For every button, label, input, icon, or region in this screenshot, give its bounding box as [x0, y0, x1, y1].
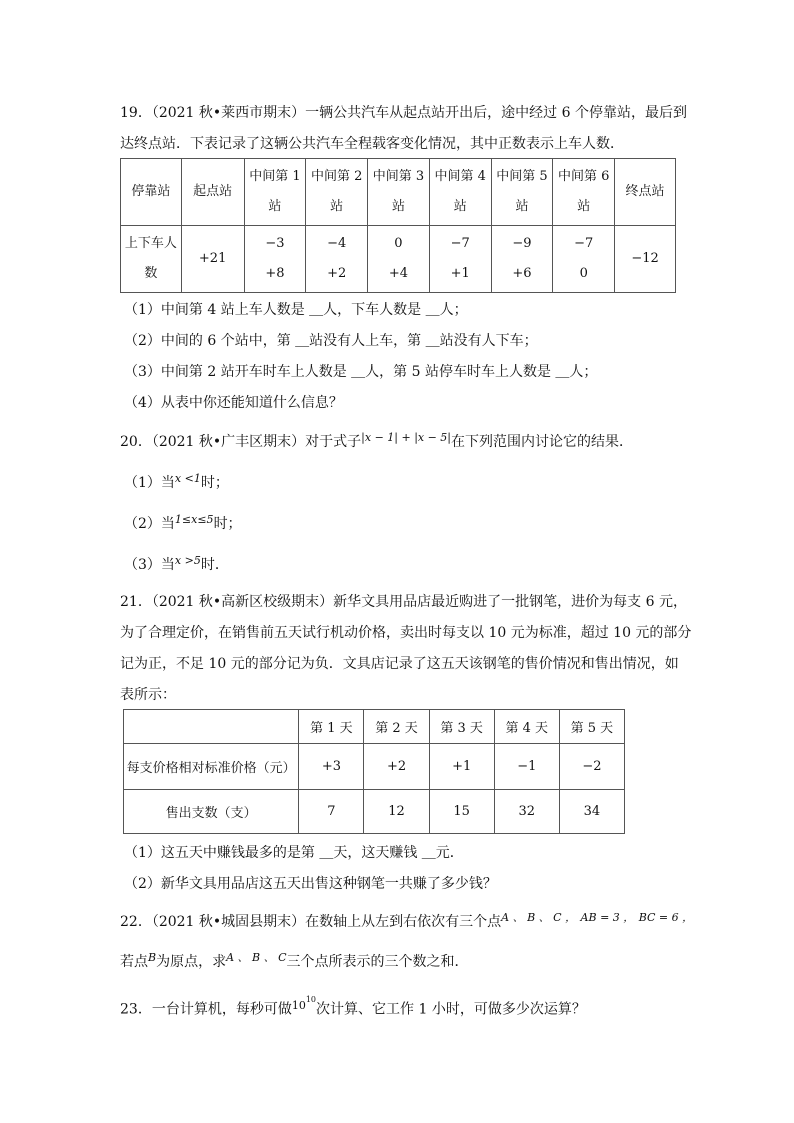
q19-sub3: （3）中间第 2 站开车时车上人数是 ＿人，第 5 站停车时车上人数是 ＿人；: [124, 364, 598, 380]
price-cell: +2: [364, 744, 429, 790]
price-cell: +1: [429, 744, 494, 790]
bus-header-cell: 中间第 1 站: [244, 159, 306, 226]
day-header: 第 2 天: [364, 710, 429, 744]
bus-header-cell: 起点站: [181, 159, 244, 226]
bus-cell: [368, 226, 430, 293]
day-header: 第 5 天: [559, 710, 624, 744]
cell-top: −9: [512, 236, 532, 251]
case-suffix: 时；: [213, 516, 242, 532]
sold-cell: 32: [494, 790, 559, 834]
q22-line1: [120, 912, 693, 933]
q23-text: 次计算、它工作 1 小时，可做多少次运算？: [316, 1001, 586, 1018]
q22-text: 若点: [120, 954, 148, 970]
q19-sub4: （4）从表中你还能知道什么信息？: [124, 395, 343, 411]
bus-cell: [553, 226, 615, 293]
q22-text: 22．（2021 秋•城固县期末）在数轴上从左到右依次有三个点: [120, 914, 502, 930]
point-b: B: [148, 951, 157, 964]
q19-sub2: （2）中间的 6 个站中，第 ＿站没有人上车，第 ＿站没有人下车；: [124, 333, 538, 349]
case-label: （2）当: [124, 516, 175, 532]
bus-cell: [429, 226, 491, 293]
cell-top: −3: [265, 236, 285, 251]
cell-top: −7: [450, 236, 470, 251]
q23-line: [120, 996, 586, 1021]
q22-text: 为原点，求: [156, 954, 227, 970]
case-label: （1）当: [124, 475, 175, 491]
bus-row-label: 上下车人数: [121, 226, 182, 293]
bus-cell: [615, 226, 676, 293]
case-label: （3）当: [124, 557, 175, 573]
case-suffix: 时；: [200, 475, 229, 491]
q23-text: 23．一台计算机，每秒可做: [120, 1001, 292, 1018]
bus-cell: [181, 226, 244, 293]
q19-line1: 19．（2021 秋•莱西市期末）一辆公共汽车从起点站开出后，途中经过 6 个停靠站，最后到: [120, 105, 687, 121]
abs-expression: |x − 1| + |x − 5|: [361, 431, 452, 444]
power-exponent: 10: [305, 995, 317, 1004]
day-header: 第 4 天: [494, 710, 559, 744]
q21-line2: 为了合理定价，在销售前五天试行机动价格，卖出时每支以 10 元为标准，超过 10 元的部分: [120, 625, 692, 641]
q19-sub1: （1）中间第 4 站上车人数是 ＿人，下车人数是 ＿人；: [124, 302, 468, 318]
bus-cell: [244, 226, 306, 293]
cell-top: +21: [198, 251, 227, 266]
bus-header-cell: 中间第 6 站: [553, 159, 615, 226]
q22-text: 三个点所表示的三个数之和．: [286, 954, 469, 970]
cell-bottom: +4: [388, 266, 409, 281]
bus-header-cell: 终点站: [615, 159, 676, 226]
sold-cell: 34: [559, 790, 624, 834]
q21-line4: 表所示：: [120, 687, 176, 703]
cell-bottom: +2: [327, 266, 347, 281]
q21-sub1: （1）这五天中赚钱最多的是第 ＿天，这天赚钱 ＿元．: [124, 845, 464, 861]
sold-row-label: 售出支数（支）: [124, 790, 299, 834]
cell-top: −12: [631, 251, 659, 266]
price-row-label: 每支价格相对标准价格（元）: [124, 744, 299, 790]
cell-top: −4: [327, 236, 347, 251]
power-base: 10: [291, 998, 306, 1012]
q22-line2: [120, 952, 469, 973]
cell-bottom: 0: [579, 266, 588, 281]
day-header: 第 1 天: [299, 710, 364, 744]
day-header: 第 3 天: [429, 710, 494, 744]
price-cell: −2: [559, 744, 624, 790]
q19-line2: 达终点站．下表记录了这辆公共汽车全程载客变化情况，其中正数表示上车人数．: [120, 136, 624, 152]
price-cell: +3: [299, 744, 364, 790]
bus-cell: [306, 226, 368, 293]
q20-case1: [124, 473, 229, 494]
sold-cell: 7: [299, 790, 364, 834]
corner-cell: [124, 710, 299, 744]
q20-text-a: 20．（2021 秋•广丰区期末）对于式子: [120, 434, 362, 450]
q21-sub2: （2）新华文具用品店这五天出售这种钢笔一共赚了多少钱？: [124, 876, 497, 892]
case-expr: x >5: [174, 554, 201, 567]
q21-line3: 记为正，不足 10 元的部分记为负．文具店记录了这五天该钢笔的售价情况和售出情况，如: [120, 656, 679, 672]
q20-case3: [124, 555, 229, 576]
bus-header-cell: 停靠站: [121, 159, 182, 226]
bus-header-cell: 中间第 4 站: [429, 159, 491, 226]
price-cell: −1: [494, 744, 559, 790]
pen-sales-table: [123, 709, 625, 834]
cell-bottom: +1: [450, 266, 470, 281]
q20-line1: [120, 432, 633, 453]
bus-header-cell: 中间第 2 站: [306, 159, 368, 226]
sold-cell: 12: [364, 790, 429, 834]
q20-text-b: 在下列范围内讨论它的结果．: [451, 434, 634, 450]
bus-header-cell: 中间第 5 站: [491, 159, 553, 226]
cell-top: −7: [574, 236, 594, 251]
q20-case2: [124, 514, 242, 535]
bc-length: BC = 6 ，: [638, 911, 694, 924]
bus-cell: [491, 226, 553, 293]
q21-line1: 21．（2021 秋•高新区校级期末）新华文具用品店最近购进了一批钢笔，进价为每支 6 元，: [120, 594, 687, 610]
cell-bottom: +6: [512, 266, 532, 281]
points-abc: A 、 B 、 C: [226, 951, 287, 964]
sold-cell: 15: [429, 790, 494, 834]
case-suffix: 时．: [200, 557, 229, 573]
cell-bottom: +8: [265, 266, 285, 281]
bus-header-cell: 中间第 3 站: [368, 159, 430, 226]
cell-top: 0: [394, 236, 403, 251]
points-abc: A 、 B 、 C ，: [501, 911, 577, 924]
bus-table: [120, 158, 676, 293]
case-expr: 1≤x≤5: [174, 513, 214, 526]
case-expr: x <1: [174, 472, 201, 485]
ab-length: AB = 3 ，: [580, 911, 635, 924]
